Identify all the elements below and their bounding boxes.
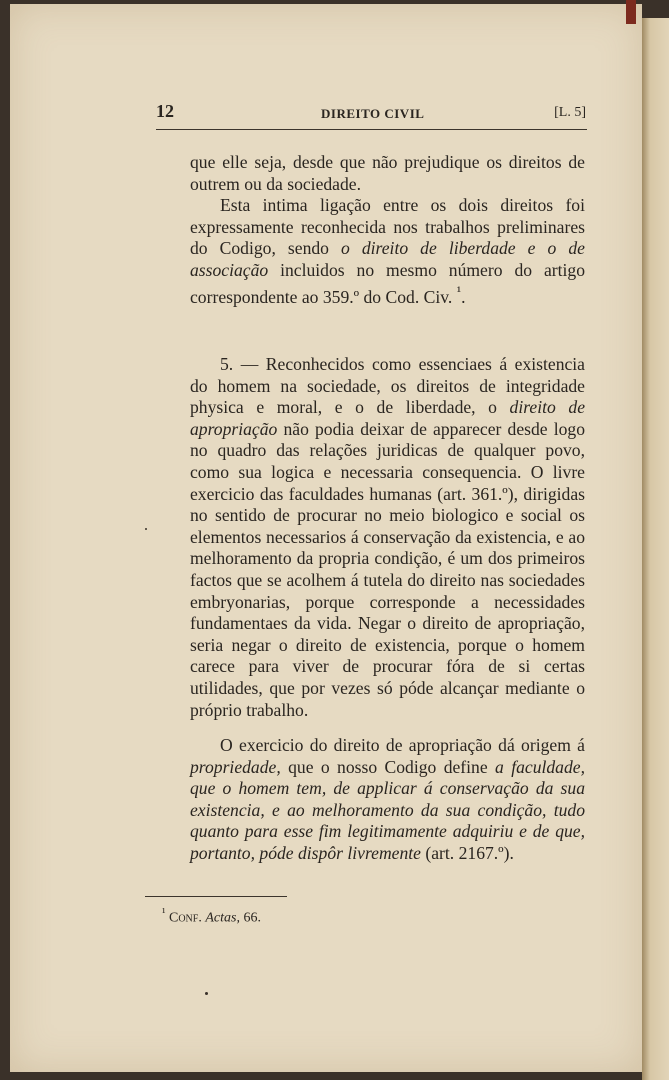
paragraph-4-text-c: (art. 2167.º). [420, 843, 514, 864]
paragraph-4 [190, 735, 585, 865]
paragraph-gap [190, 721, 585, 735]
paragraph-3-italic: direito de apropriação [190, 397, 585, 439]
paper-speck [145, 528, 147, 530]
footnote-page: 66. [239, 910, 261, 926]
footnote-rule [145, 896, 287, 897]
footnote-marker: ¹ [162, 906, 166, 919]
paragraph-1-text: que elle seja, desde que não prejudique os direitos de outrem ou da sociedade. [190, 152, 585, 194]
paragraph-4-italic-2: a faculdade, que o homem tem, de applicar á conservação da sua existencia, e ao melhoramento da sua condição, tudo quanto para esse fim legitimamente adquiriu e de que, portanto, póde dispôr livremente [190, 756, 585, 864]
paragraph-section-5 [190, 354, 585, 721]
header-rule [156, 129, 587, 130]
paragraph-2 [190, 195, 585, 308]
footnote [162, 906, 261, 927]
paragraph-3-text-b: não podia deixar de apparecer desde logo no quadro das relações juridicas de qualquer povo, como sua logica e necessaria consequencia. O livre exercicio das faculdades humanas (art. 361.º), dirigidas no sentido de procurar no meio biologico e social os elementos necessarios á conservação da existencia, e ao melhoramento da propria condição, é um dos primeiros factos que se acolhem á tutela do direito nas sociedades embryonarias, porque corresponde a necessidades fundamentaes da vida. Negar o direito de apropriação, seria negar o direito de existencia, porque o homem carece para viver de procurar fóra de si certas utilidades, que por vezes só póde alcançar mediante o próprio trabalho. [190, 418, 585, 720]
section-reference: [L. 5] [554, 105, 586, 120]
section-number: 5. [220, 354, 234, 375]
footnote-title: Actas, [205, 910, 240, 926]
body-text [190, 152, 585, 865]
running-title: DIREITO CIVIL [321, 106, 425, 121]
paper-speck [205, 992, 208, 995]
paragraph-2-text-b: incluidos no mesmo número do artigo correspondente ao 359.º do Cod. Civ. [190, 259, 585, 307]
paragraph-continuation [190, 152, 585, 195]
paragraph-4-text-a: O exercicio do direito de apropriação dá origem á [220, 735, 585, 756]
page-number: 12 [156, 101, 174, 121]
paragraph-4-italic-1: propriedade, [190, 756, 281, 777]
paragraph-2-italic: o direito de liberdade e o de associação [190, 238, 585, 280]
paragraph-2-end: . [461, 286, 466, 307]
paragraph-4-text-b: que o nosso Codigo define [280, 756, 496, 777]
running-header [156, 103, 586, 127]
footnote-prefix: Conf. [169, 910, 202, 926]
footnote-ref: ¹ [456, 283, 462, 300]
paragraph-3-text-a: — Reconhecidos como essenciaes á existencia do homem na sociedade, os direitos de integridade physica e moral, e o de liberdade, o [190, 354, 585, 418]
section-gap [190, 308, 585, 354]
paragraph-2-text-a: Esta intima ligação entre os dois direitos foi expressamente reconhecida nos trabalhos preliminares do Codigo, sendo [190, 195, 585, 259]
